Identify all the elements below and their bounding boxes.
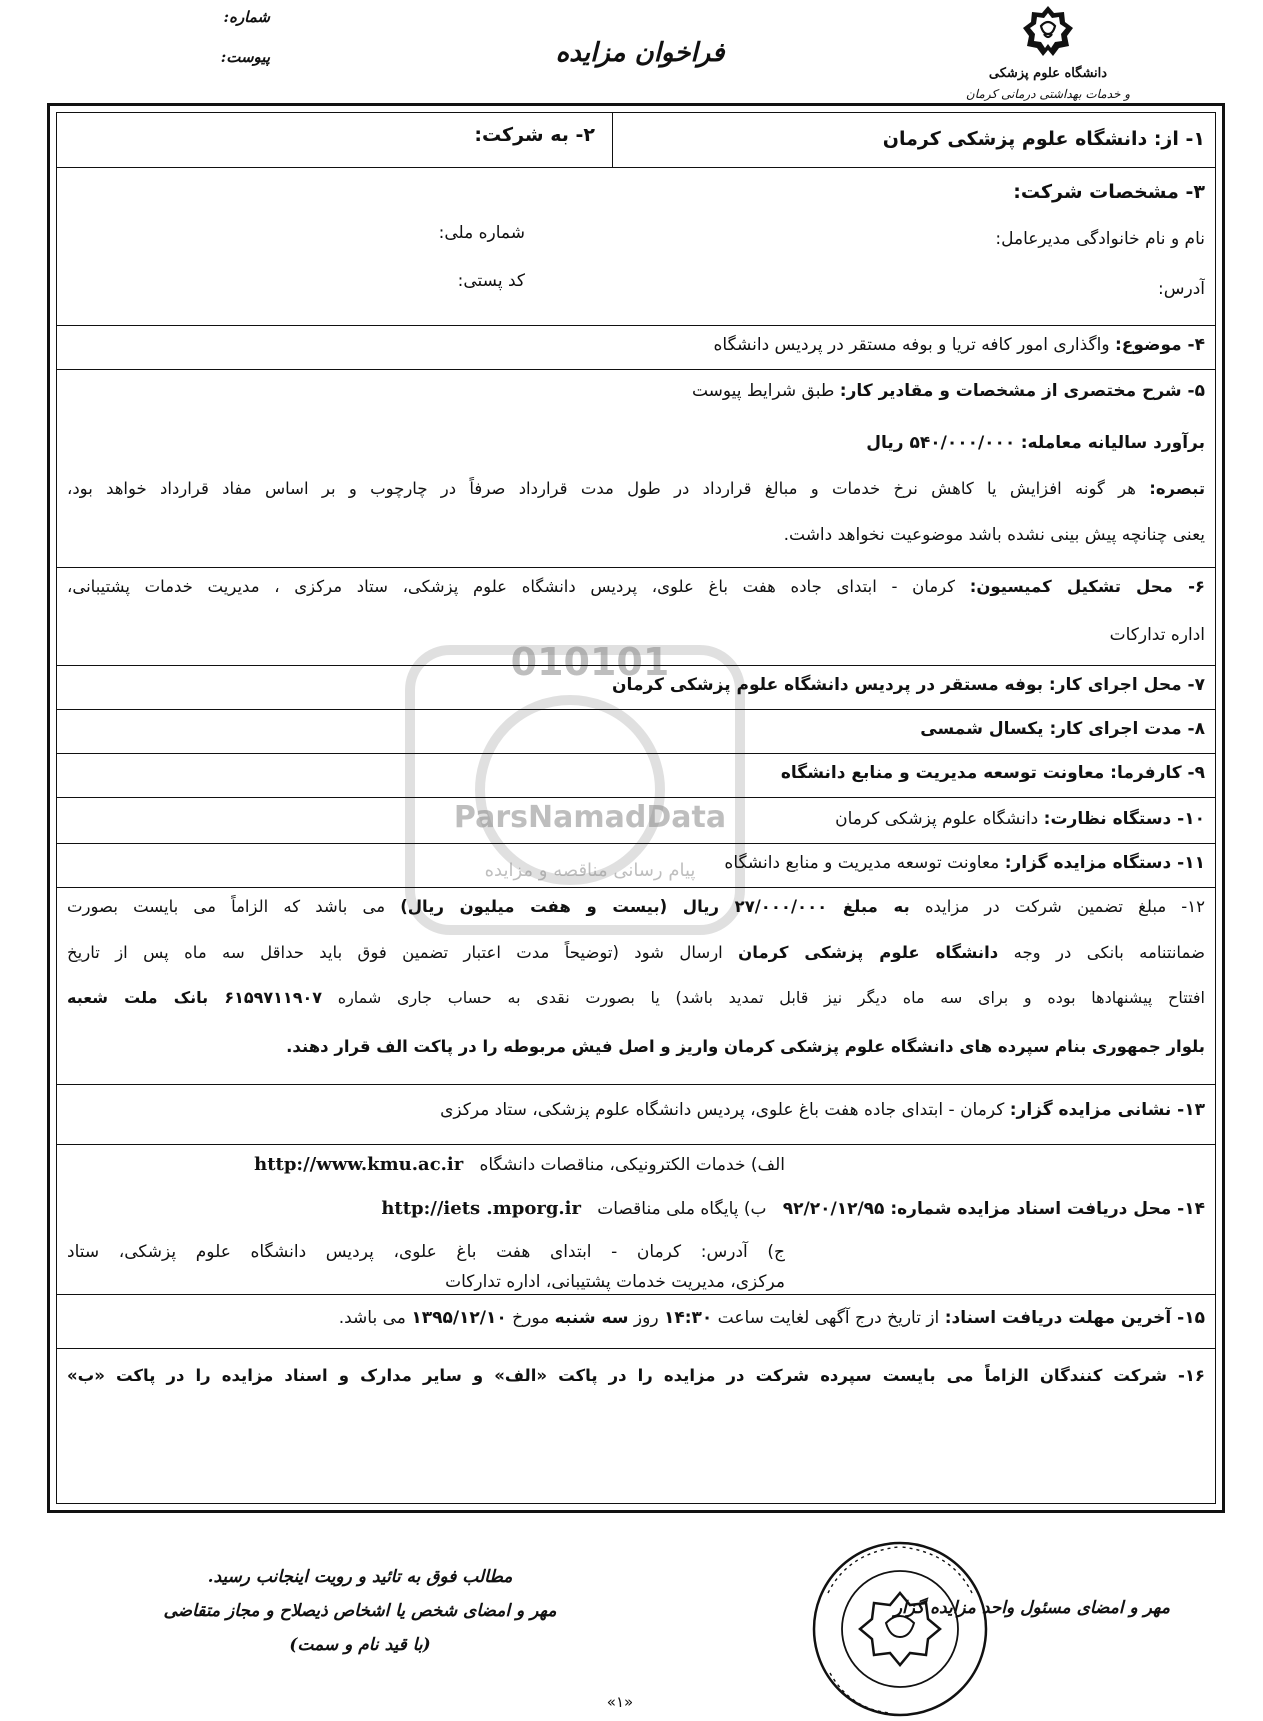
guarantee-account: ۶۱۵۹۷۱۱۹۰۷ بانک ملت شعبه [67, 988, 322, 1007]
row-supervisor [57, 798, 1215, 844]
work-location-text: بوفه مستقر در پردیس دانشگاه علوم پزشکی کرمان [612, 675, 1043, 695]
org-name-line1: دانشگاه علوم پزشکی [988, 66, 1108, 81]
company-details-title: ۳- مشخصات شرکت: [1013, 181, 1205, 203]
row-auctioneer-address [57, 1085, 1215, 1145]
subject-line [67, 332, 1205, 358]
guarantee-text-2c: ارسال شود (توضیحاً مدت اعتبار تضمین فوق باید حداقل سه ماه پس از تاریخ [67, 943, 723, 962]
description-label: ۵- شرح مختصری از مشخصات و مقادیر کار: [839, 381, 1205, 401]
note-line-1 [67, 476, 1205, 502]
deadline-text-c: مورخ [512, 1308, 550, 1328]
employer-line [67, 760, 1205, 786]
number-label: شماره: [223, 8, 270, 26]
doc-source-b-text: ب) پایگاه ملی مناقصات [597, 1199, 767, 1219]
iets-link[interactable]: http://iets .mporg.ir [381, 1198, 581, 1219]
watermark-brand: ParsNamadData [453, 800, 727, 835]
work-location-label: ۷- محل اجرای کار: [1048, 675, 1205, 695]
auctioneer-signature-label: مهر و امضای مسئول واحد مزایده گزار [893, 1598, 1170, 1618]
description-text: طبق شرایط پیوست [691, 381, 835, 401]
page-title: فراخوان مزایده [555, 38, 725, 68]
row-company-details [57, 168, 1215, 326]
guarantee-line-4: بلوار جمهوری بنام سپرده های دانشگاه علوم پزشکی کرمان واریز و اصل فیش مربوطه را در پاکت الف قرار دهند. [286, 1037, 1205, 1056]
guarantee-amount: به مبلغ ۲۷/۰۰۰/۰۰۰ ریال (بیست و هفت میلیون ریال) [400, 897, 910, 916]
doc-collection-label: ۱۴- محل دریافت اسناد مزایده شماره: ۹۲/۲۰/۱۲/۹۵ [782, 1199, 1205, 1219]
org-name-line2: و خدمات بهداشتی درمانی کرمان [965, 87, 1131, 101]
commission-text-2: اداره تدارکات [1109, 625, 1205, 645]
official-seal-stamp [800, 1533, 1000, 1719]
supervisor-line [67, 806, 1205, 832]
kmu-link[interactable]: http://www.kmu.ac.ir [254, 1154, 464, 1175]
row-from-to [57, 113, 1215, 168]
commission-line-1 [67, 574, 1205, 600]
deadline-text-a: از تاریخ درج آگهی لغایت ساعت [717, 1308, 940, 1328]
doc-source-c-line-2: مرکزی، مدیریت خدمات پشتیبانی، اداره تدارکات [445, 1272, 785, 1292]
row-duration [57, 710, 1215, 754]
auctioneer-address-label: ۱۳- نشانی مزایده گزار: [1009, 1100, 1205, 1120]
employer-text: معاونت توسعه مدیریت و منابع دانشگاه [780, 763, 1105, 783]
guarantee-line-1 [67, 894, 1205, 920]
watermark-subtitle: پیام رسانی مناقصه و مزایده [484, 860, 696, 881]
estimate-label: برآورد سالیانه معامله: [1020, 433, 1205, 453]
applicant-line-2: مهر و امضای شخص یا اشخاص ذیصلاح و مجاز متقاضی [163, 1601, 557, 1621]
deadline-text-b: روز [633, 1308, 659, 1328]
to-company-field: ۲- به شرکت: [474, 124, 595, 146]
submission-line: ۱۶- شرکت کنندگان الزاماً می بایست سپرده شرکت در مزایده را در پاکت «الف» و سایر مدارک و اسناد مزایده را در پاکت «ب» [67, 1366, 1205, 1385]
doc-source-b-line [67, 1195, 1205, 1223]
subject-text: واگذاری امور کافه تریا و بوفه مستقر در پردیس دانشگاه [713, 335, 1110, 355]
supervisor-text: دانشگاه علوم پزشکی کرمان [835, 809, 1039, 829]
row-deadline [57, 1295, 1215, 1349]
column-divider [612, 113, 613, 167]
from-field: ۱- از: دانشگاه علوم پزشکی کرمان [882, 128, 1205, 150]
auction-form [47, 103, 1225, 1513]
row-work-location [57, 666, 1215, 710]
manager-name-field: نام و نام خانوادگی مدیرعامل: [995, 229, 1205, 249]
duration-line [67, 716, 1205, 742]
national-id-field: شماره ملی: [438, 223, 525, 243]
auctioneer-address-line [67, 1097, 1205, 1123]
note-line-2: یعنی چنانچه پیش بینی نشده باشد موضوعیت نخواهد داشت. [783, 525, 1205, 545]
guarantee-text-3a: افتتاح پیشنهادها بوده و برای سه ماه دیگر نیز قابل تمدید باشد) یا بصورت نقدی به حساب جاری شماره [337, 988, 1205, 1007]
guarantee-line-3 [67, 986, 1205, 1011]
doc-source-a [67, 1151, 785, 1179]
row-guarantee [57, 888, 1215, 1085]
guarantee-text-1a: ۱۲- مبلغ تضمین شرکت در مزایده [924, 897, 1205, 916]
auctioneer-label: ۱۱- دستگاه مزایده گزار: [1004, 853, 1205, 873]
row-employer [57, 754, 1215, 798]
deadline-day: سه شنبه [554, 1308, 629, 1328]
attachment-label: پیوست: [220, 48, 270, 66]
duration-text: یکسال شمسی [920, 719, 1044, 739]
auctioneer-line [67, 850, 1205, 876]
guarantee-line-2 [67, 940, 1205, 966]
auctioneer-text: معاونت توسعه مدیریت و منابع دانشگاه [724, 853, 1000, 873]
page-number: «۱» [606, 1693, 634, 1711]
address-field: آدرس: [1158, 279, 1205, 299]
postal-code-field: کد پستی: [457, 271, 525, 291]
deadline-line [67, 1305, 1205, 1331]
auctioneer-address-text: کرمان - ابتدای جاده هفت باغ علوی، پردیس دانشگاه علوم پزشکی، ستاد مرکزی [440, 1100, 1005, 1120]
applicant-line-3: (با قید نام و سمت) [289, 1635, 431, 1655]
guarantee-beneficiary: دانشگاه علوم پزشکی کرمان [738, 943, 999, 962]
description-line [67, 378, 1205, 404]
supervisor-label: ۱۰- دستگاه نظارت: [1043, 809, 1205, 829]
form-inner-frame [56, 112, 1216, 1504]
deadline-label: ۱۵- آخرین مهلت دریافت اسناد: [944, 1308, 1205, 1328]
note-label: تبصره: [1149, 479, 1205, 498]
row-submission [57, 1349, 1215, 1411]
guarantee-text-2a: ضمانتنامه بانکی در وجه [1013, 943, 1205, 962]
row-auctioneer [57, 844, 1215, 888]
watermark-digits: 010101 [510, 640, 670, 684]
deadline-text-d: می باشد. [338, 1308, 406, 1328]
applicant-signature-block [150, 1560, 570, 1662]
deadline-date: ۱۳۹۵/۱۲/۱۰ [411, 1308, 507, 1328]
doc-source-a-text: الف) خدمات الکترونیکی، مناقصات دانشگاه [479, 1155, 785, 1175]
row-subject [57, 326, 1215, 370]
university-emblem-icon [1021, 4, 1075, 58]
duration-label: ۸- مدت اجرای کار: [1049, 719, 1205, 739]
row-description [57, 370, 1215, 568]
work-location-line [67, 672, 1205, 698]
estimate-value: ۵۴۰/۰۰۰/۰۰۰ ریال [866, 433, 1016, 453]
doc-source-c-line-1: ج) آدرس: کرمان - ابتدای هفت باغ علوی، پردیس دانشگاه علوم پزشکی، ستاد [67, 1242, 785, 1262]
guarantee-text-1c: می باشد که الزاماً می بایست بصورت [67, 897, 386, 916]
applicant-line-1: مطالب فوق به تائید و رویت اینجانب رسید. [207, 1567, 513, 1587]
note-text-1: هر گونه افزایش یا کاهش نرخ خدمات و مبالغ قرارداد در طول مدت قرارداد صرفاً در چارچوب و بر اساس مفاد قرارداد خواهد بود، [67, 479, 1136, 498]
subject-label: ۴- موضوع: [1114, 335, 1205, 355]
deadline-time: ۱۴:۳۰ [663, 1308, 713, 1328]
row-document-collection [57, 1145, 1215, 1295]
commission-text-1: کرمان - ابتدای جاده هفت باغ علوی، پردیس دانشگاه علوم پزشکی، ستاد مرکزی ، مدیریت خدمات پشتیبانی، [67, 577, 956, 596]
estimate-line [67, 430, 1205, 456]
employer-label: ۹- کارفرما: [1110, 763, 1205, 783]
commission-label: ۶- محل تشکیل کمیسیون: [969, 577, 1205, 596]
university-logo-block [963, 4, 1133, 101]
row-commission-location [57, 568, 1215, 666]
